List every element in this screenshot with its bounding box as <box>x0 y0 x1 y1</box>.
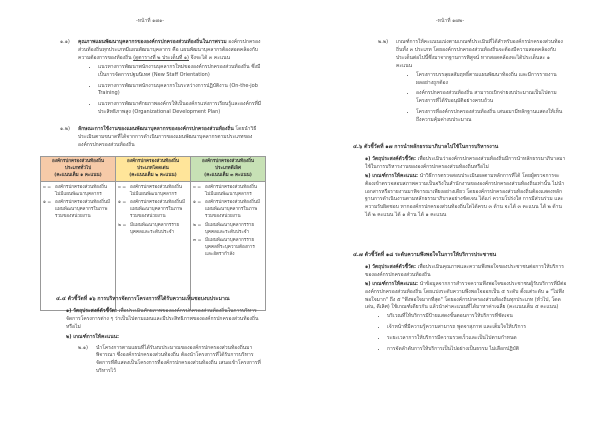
section-1-2 <box>60 126 264 150</box>
section-4-4 <box>56 296 266 376</box>
bullet-list <box>396 72 564 125</box>
item-number: ๒) <box>365 172 371 179</box>
table-cell: ๐ = องค์กรปกครองส่วนท้องถิ่นไม่มีแผนพัฒนาบุคลากร ๑ = องค์กรปกครองส่วนท้องถิ่นมีแผนพัฒนาบุคลากรในภาพรวมของหน่วยงาน ๒ = มีแผนพัฒนาบุคลากรรายบุคคลและระดับประจำ ๓ = มีแผนพัฒนาบุคลากรรายบุคคลที่ระบุความต้องการและอัตรากำลัง <box>190 181 265 310</box>
section-title: คุณภาพแผนพัฒนาบุคลากรขององค์กรปกครองส่วนท้องถิ่นในภาพรวม <box>78 39 227 45</box>
item-label: เกณฑ์การให้คะแนน: <box>372 172 419 179</box>
item-number: ๒.๒) <box>378 39 389 45</box>
item-label: วัตถุประสงค์ตัวชี้วัด: <box>372 155 417 162</box>
list-item: • บริเวณที่ให้บริการมีป้ายแสดงขั้นตอนการให้บริการที่ชัดเจน <box>387 313 567 321</box>
table-row <box>41 181 266 310</box>
item-number: ๑) <box>365 263 371 270</box>
section-heading: ๔.๔ ตัวชี้วัดที่ ๑๖ การบริหารจัดการโครงการที่ได้รับความเห็นชอบงบประมาณ <box>56 296 230 302</box>
item-number: ๑) <box>365 155 371 162</box>
section-2-2 <box>378 39 564 128</box>
bullet-list <box>367 313 567 354</box>
section-title: ลักษณะการใช้งานของแผนพัฒนาบุคลากรขององค์กรปกครองส่วนท้องถิ่น <box>78 126 234 132</box>
underlined-reference: (ดูตารางที่ ๒ ประเด็นที่ ๑) <box>133 54 189 61</box>
section-4-6 <box>353 144 567 220</box>
item-label: วัตถุประสงค์ตัวชี้วัด: <box>372 263 417 270</box>
right-page <box>300 0 600 424</box>
paragraph-text: นำวิธีการตรวจสอบประเมินผลตามหลักการที่ได้ โดยผู้ตรวจการจะต้องเข้าตรวจสอบสภาพความเป็นจริงในสำนักงานขององค์กรปกครองส่วนท้องถิ่นเท่านั้น ไม่นำเอกสารหรือรายงานมาพิจารณาเพียงอย่างเดียว โดยองค์กรปกครองส่วนท้องถิ่นต้องแสดงหลักฐานการดำเนินงานตามหลักธรรมาภิบาลอย่างชัดเจน ได้แก่ ความโปร่งใส การมีส่วนร่วม และความรับผิดชอบ หากองค์กรปกครองส่วนท้องถิ่นใดได้ครบ ๓ ด้าน จะได้ ๓ คะแนน ได้ ๒ ด้าน ได้ ๒ คะแนน ได้ ๑ ด้าน ได้ ๑ คะแนน <box>365 172 565 219</box>
table-header-general: องค์กรปกครองส่วนท้องถิ่น ประเภททั่วไป (คะแนนเต็ม ๑ คะแนน) <box>41 157 116 182</box>
list-item: • การจัดลำดับการให้บริการเป็นไปอย่างเป็นธรรม ไม่เลือกปฏิบัติ <box>387 346 567 354</box>
section-heading: ๔.๗ ตัวชี้วัดที่ ๑๘ ระดับความพึงพอใจในการให้บริการประชาชน <box>353 252 497 258</box>
paragraph-text: เพื่อประเมินศักยภาพขององค์กรปกครองส่วนท้องถิ่นในการบริหารจัดการโครงการต่าง ๆ ว่าเป็นไปตามแผนและมีประสิทธิภาพขององค์กรปกครองส่วนท้องถิ่นหรือไม่ <box>66 307 259 330</box>
item-number: ๑) <box>66 307 72 314</box>
item-number: ๑.๒) <box>60 126 71 132</box>
item-number: ๒) <box>66 333 72 340</box>
paragraph-text: เกณฑ์การให้คะแนนแบ่งตามเกณฑ์ประเมินที่ได้สำหรับองค์กรปกครองส่วนท้องถิ่นทั้ง ๓ ประเภท โดยองค์กรปกครองส่วนท้องถิ่นจะต้องมีความสอดคล้องกับประเด็นต่อไปนี้ซึ่งมาจากฐานการพิสูจน์ หากสอดคล้องจะได้ประเด็นละ ๑ คะแนน <box>396 39 563 69</box>
page-number: -หน้าที่ ๑๗๑- <box>135 18 165 24</box>
item-number: ๑.๑) <box>60 39 70 45</box>
paragraph-text: องค์กรปกครองส่วนท้องถิ่นทุกประเภทมีแผนพัฒนาบุคลากร คือ แผนพัฒนาบุคลากรต้องสอดคล้องกับความต้องการของท้องถิ่น <box>78 39 261 61</box>
section-heading: ๔.๖ ตัวชี้วัดที่ ๑๗ การนำหลักธรรมาภิบาลไปใช้ในการบริหารงาน <box>353 144 499 150</box>
item-number: ๒) <box>365 280 371 287</box>
bullet-list <box>78 64 264 117</box>
list-item: • โครงการบรรลุผลสัมฤทธิ์ตามแผนพัฒนาท้องถิ่น และมีการรายงานผลอย่างถูกต้อง <box>416 72 564 88</box>
item-number: ๒.๑) <box>78 344 89 351</box>
list-item: • ระยะเวลาการให้บริการมีความรวดเร็วและเป็นไปตามกำหนด <box>387 335 567 343</box>
paragraph-text: นำข้อมูลจากการสำรวจความพึงพอใจของประชาชนผู้รับบริการที่มีต่อองค์กรปกครองส่วนท้องถิ่น โดยแบ่งระดับความพึงพอใจออกเป็น ๕ ระดับ ตั้งแต่ระดับ ๑ "ไม่พึงพอใจมาก" ถึง ๕ "พึงพอใจมากที่สุด" โดยองค์กรปกครองส่วนท้องถิ่นทุกประเภท (ทั่วไป, โดดเด่น, ดีเลิศ) ใช้เกณฑ์เดียวกัน แล้วนำค่าคะแนนที่ได้มาหาค่าเฉลี่ย (คะแนนเต็ม ๕ คะแนน) <box>365 280 567 311</box>
list-item: • แนวทางการพัฒนาพนักงานบุคลากรในระหว่างการปฏิบัติงาน (On-the-job Training) <box>98 83 264 99</box>
list-item: • แนวทางการพัฒนาพนักงานบุคลากรใหม่ขององค์กรปกครองส่วนท้องถิ่น ซึ่งมีเป็นการจัดการปฐมนิเทศ (New Staff Orientation) <box>98 64 264 80</box>
paragraph-text: โดยนำวิธีประเมินตามขนาดที่ได้จากการดำเนินการของแผนพัฒนาบุคลากรตามประเภทขององค์กรปกครองส่วนท้องถิ่น <box>78 126 257 148</box>
list-item: • เจ้าหน้าที่มีความรู้ความสามารถ พูดจาสุภาพ และเต็มใจให้บริการ <box>387 324 567 332</box>
item-label: เกณฑ์การให้คะแนน: <box>372 280 419 287</box>
table-cell: ๐ = องค์กรปกครองส่วนท้องถิ่นไม่มีแผนพัฒนาบุคลากร ๑ = องค์กรปกครองส่วนท้องถิ่นมีแผนพัฒนาบุคลากรในภาพรวมของหน่วยงาน <box>41 181 116 310</box>
table-header-outstanding: องค์กรปกครองส่วนท้องถิ่น ประเภทโดดเด่น (คะแนนเต็ม ๒ คะแนน) <box>115 157 190 182</box>
paragraph-text: จึงจะได้ ๓ คะแนน <box>189 54 231 61</box>
item-label: เกณฑ์การให้คะแนน: <box>73 333 120 340</box>
table-cell: ๐ = องค์กรปกครองส่วนท้องถิ่นไม่มีแผนพัฒนาบุคลากร ๑ = องค์กรปกครองส่วนท้องถิ่นมีแผนพัฒนาบุคลากรในภาพรวมของหน่วยงาน ๒ = มีแผนพัฒนาบุคลากรรายบุคคลและระดับประจำ <box>115 181 190 310</box>
paragraph-text: นำโครงการตามแผนที่ได้รับงบประมาณขององค์กรปกครองส่วนท้องถิ่นมาพิจารณา ซึ่งองค์กรปกครองส่วนท้องถิ่น ต้องนำโครงการที่ได้รับการบริหารจัดการที่ดีแสดงเป็นโครงการที่องค์กรปกครองส่วนท้องถิ่น เสนอเข้าโครงการที่บริหารไว้ <box>96 344 261 375</box>
list-item: • แนวทางการพัฒนาศักยภาพองค์กรให้เป็นองค์กรแห่งการเรียนรู้และองค์กรที่มีประสิทธิภาพสูง (Organizational Development Plan) <box>98 101 264 117</box>
page-number: -หน้าที่ ๑๗๒- <box>435 18 465 24</box>
paragraph-text: เพื่อประเมินคุณภาพและความพึงพอใจของประชาชนต่อการให้บริการขององค์กรปกครองส่วนท้องถิ่น <box>365 263 564 278</box>
paragraph-text: เพื่อประเมินว่าองค์กรปกครองส่วนท้องถิ่นมีการนำหลักธรรมาภิบาลมาใช้ในการบริหารงานขององค์กรปกครองส่วนท้องถิ่นหรือไม่ <box>365 155 566 170</box>
section-4-7 <box>353 252 567 357</box>
list-item: • องค์กรปกครองส่วนท้องถิ่น สามารถเบิกจ่ายงบประมาณเป็นไปตามโครงการที่ได้รับอนุมัติอย่างครบถ้วน <box>416 90 564 106</box>
table-header-excellent: องค์กรปกครองส่วนท้องถิ่น ประเภทดีเลิศ (คะแนนเต็ม ๓ คะแนน) <box>190 157 265 182</box>
scoring-table <box>40 156 266 311</box>
list-item: • โครงการที่องค์กรปกครองส่วนท้องถิ่น เสนอมามีหลักฐานแสดงให้เห็นถึงความคุ้มค่างบประมาณ <box>416 109 564 125</box>
section-1-1 <box>60 39 264 120</box>
item-label: วัตถุประสงค์ตัวชี้วัด: <box>73 307 118 314</box>
